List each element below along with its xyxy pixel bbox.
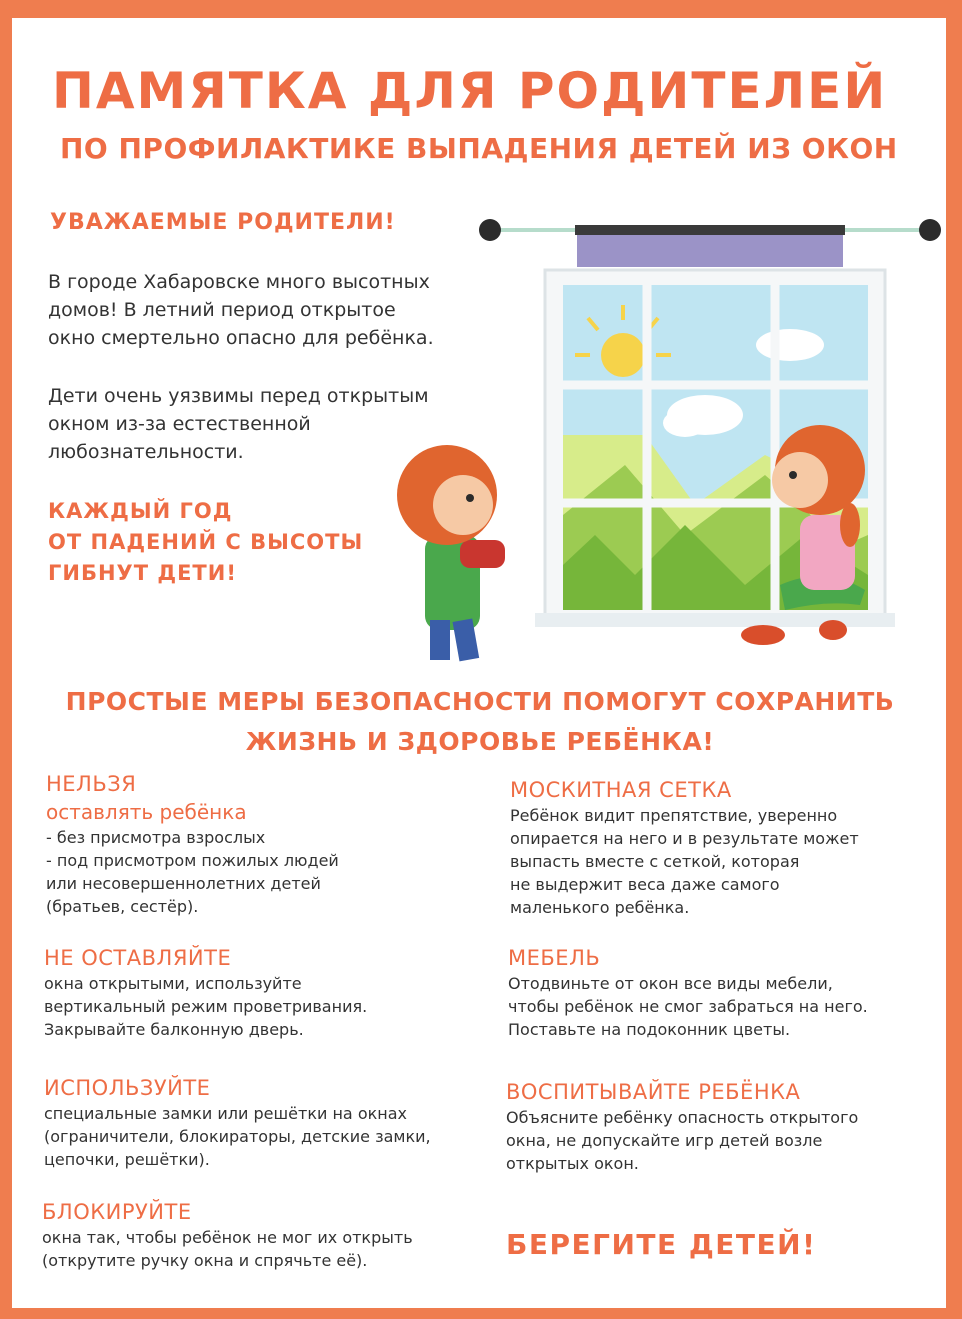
text-line: Закрывайте балконную дверь. (44, 1020, 304, 1039)
text-line: цепочки, решётки). (44, 1150, 210, 1169)
tip-heading: НЕЛЬЗЯ (46, 772, 137, 796)
closing-call: БЕРЕГИТЕ ДЕТЕЙ! (506, 1228, 817, 1261)
text-line: окна так, чтобы ребёнок не мог их открыть (42, 1228, 413, 1247)
tip-heading: МЕБЕЛЬ (508, 946, 601, 970)
text-line: специальные замки или решётки на окнах (44, 1104, 408, 1123)
tip-block-ne-ostavlyayte (44, 944, 367, 1041)
text-line: не выдержит веса даже самого (510, 875, 780, 894)
tip-heading: НЕ ОСТАВЛЯЙТЕ (44, 946, 232, 970)
text-line: чтобы ребёнок не смог забраться на него. (508, 997, 868, 1016)
text-line: (ограничители, блокираторы, детские замки, (44, 1127, 431, 1146)
tip-block-moskitnaya-setka (510, 776, 859, 919)
tip-text (506, 1106, 858, 1175)
greeting: УВАЖАЕМЫЕ РОДИТЕЛИ! (50, 210, 396, 235)
warning-line: КАЖДЫЙ ГОД (48, 499, 233, 523)
warning-line: ОТ ПАДЕНИЙ С ВЫСОТЫ (48, 530, 364, 554)
text-line: - под присмотром пожилых людей (46, 851, 339, 870)
tip-text (42, 1226, 413, 1272)
text-line: (открутите ручку окна и спрячьте её). (42, 1251, 368, 1270)
tip-text (44, 1102, 431, 1171)
warning-line: ГИБНУТ ДЕТИ! (48, 561, 237, 585)
tip-heading: БЛОКИРУЙТЕ (42, 1200, 192, 1224)
text-line: окна, не допускайте игр детей возле (506, 1131, 823, 1150)
tip-block-blokiruyte (42, 1198, 413, 1272)
tip-block-nelzya (46, 770, 339, 918)
text-line: домов! В летний период открытое (48, 299, 396, 321)
safety-slogan (30, 682, 930, 762)
text-line: Дети очень уязвимы перед открытым (48, 385, 429, 407)
tip-text (46, 826, 339, 918)
text-line: Поставьте на подоконник цветы. (508, 1020, 791, 1039)
text-line: или несовершеннолетних детей (46, 874, 321, 893)
tip-heading: ИСПОЛЬЗУЙТЕ (44, 1076, 211, 1100)
tip-subheading: оставлять ребёнка (46, 800, 247, 824)
text-line: маленького ребёнка. (510, 898, 690, 917)
text-line: окном из-за естественной (48, 413, 311, 435)
text-line: окна открытыми, используйте (44, 974, 302, 993)
boy-figure (397, 445, 505, 661)
text-line: любознательности. (48, 441, 244, 463)
text-line: (братьев, сестёр). (46, 897, 199, 916)
tip-heading: ВОСПИТЫВАЙТЕ РЕБЁНКА (506, 1080, 801, 1104)
text-line: открытых окон. (506, 1154, 639, 1173)
tip-heading: МОСКИТНАЯ СЕТКА (510, 778, 732, 802)
poster-title: ПАМЯТКА ДЛЯ РОДИТЕЛЕЙ (52, 62, 888, 120)
tip-block-mebel (508, 944, 868, 1041)
slogan-line: ПРОСТЫЕ МЕРЫ БЕЗОПАСНОСТИ ПОМОГУТ СОХРАНИТЬ (65, 687, 895, 716)
tip-block-ispolzuyte (44, 1074, 431, 1171)
window-children-illustration (385, 205, 945, 670)
text-line: Отодвиньте от окон все виды мебели, (508, 974, 833, 993)
text-line: Объясните ребёнку опасность открытого (506, 1108, 859, 1127)
tip-block-vospityvayte (506, 1078, 858, 1175)
tip-text (44, 972, 367, 1041)
text-line: выпасть вместе с сеткой, которая (510, 852, 800, 871)
text-line: вертикальный режим проветривания. (44, 997, 368, 1016)
text-line: - без присмотра взрослых (46, 828, 266, 847)
text-line: опирается на него и в результате может (510, 829, 859, 848)
slogan-line: ЖИЗНЬ И ЗДОРОВЬЕ РЕБЁНКА! (245, 727, 715, 756)
text-line: окно смертельно опасно для ребёнка. (48, 327, 434, 349)
warning-text (48, 496, 408, 589)
text-line: В городе Хабаровске много высотных (48, 271, 430, 293)
tip-text (508, 972, 868, 1041)
text-line: Ребёнок видит препятствие, уверенно (510, 806, 838, 825)
tip-text (510, 804, 859, 919)
poster-subtitle: ПО ПРОФИЛАКТИКЕ ВЫПАДЕНИЯ ДЕТЕЙ ИЗ ОКОН (60, 132, 898, 165)
